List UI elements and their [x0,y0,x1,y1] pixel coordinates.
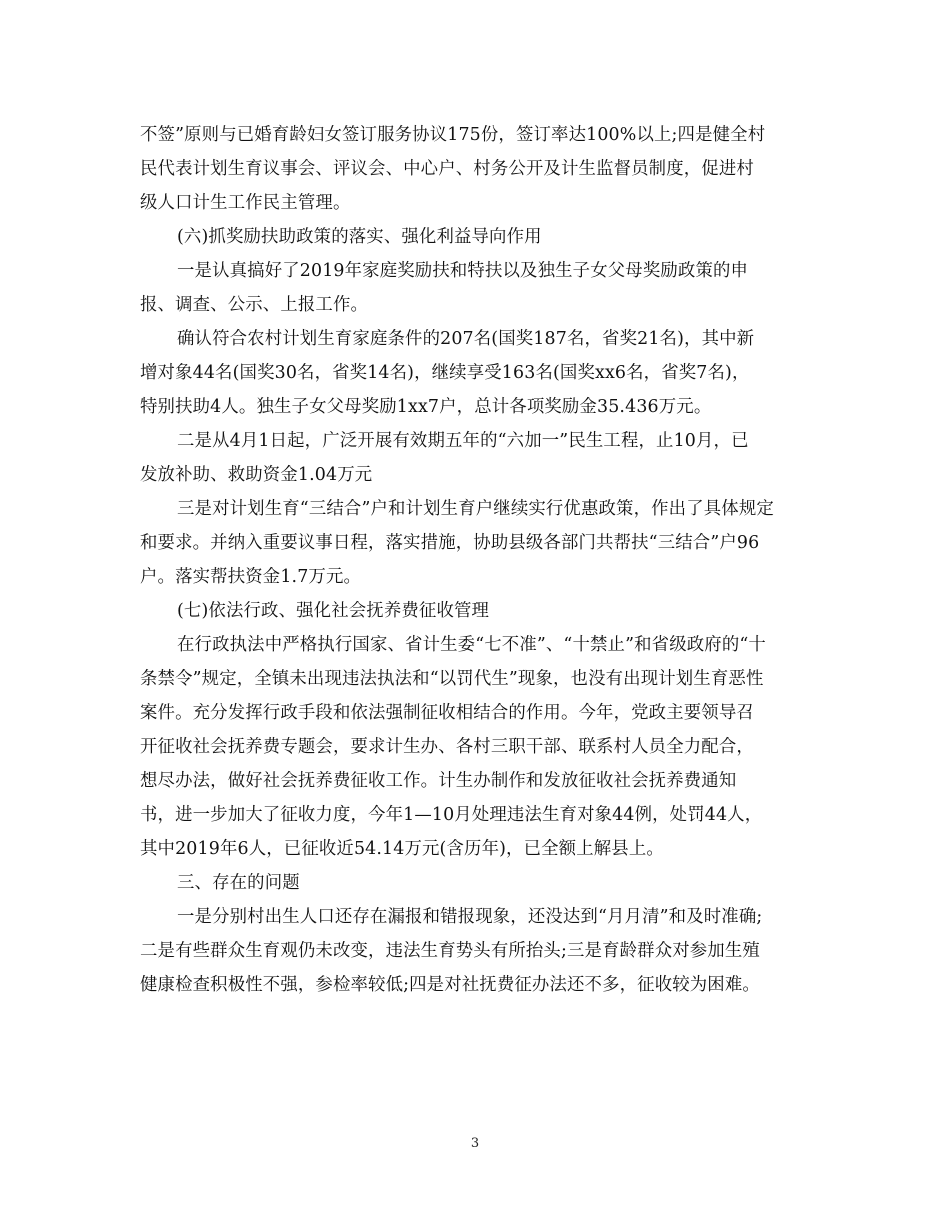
body-text [140,118,820,1002]
text-line: 开征收社会抚养费专题会，要求计生办、各村三职干部、联系村人员全力配合， [140,737,754,757]
section-heading: (七)依法行政、强化社会抚养费征收管理 [177,601,490,621]
section-heading: (六)抓奖励扶助政策的落实、强化利益导向作用 [177,227,542,247]
text-line: 报、调查、公示、上报工作。 [140,295,369,315]
text-line: 一是分别村出生人口还存在漏报和错报现象，还没达到“月月清”和及时准确; [177,907,763,927]
text-line: 户。落实帮扶资金1.7万元。 [140,567,362,587]
text-line: 二是从4月1日起，广泛开展有效期五年的“六加一”民生工程，止10月，已 [177,431,749,451]
text-line: 想尽办法，做好社会抚养费征收工作。计生办制作和发放征收社会抚养费通知 [140,771,737,791]
page-number: 3 [470,1136,480,1151]
text-line: 在行政执法中严格执行国家、省计生委“七不准”、“十禁止”和省级政府的“十 [177,635,766,655]
text-line: 书，进一步加大了征收力度，今年1—10月处理违法生育对象44例，处罚44人， [140,805,763,825]
text-line: 条禁令”规定，全镇未出现违法执法和“以罚代生”现象，也没有出现计划生育恶性 [140,669,764,689]
section-heading: 三、存在的问题 [177,873,300,893]
text-line: 增对象44名(国奖30名，省奖14名)，继续享受163名(国奖xx6名，省奖7名)， [140,363,750,383]
text-line: 确认符合农村计划生育家庭条件的207名(国奖187名，省奖21名)，其中新 [177,329,755,349]
text-line: 和要求。并纳入重要议事日程，落实措施，协助县级各部门共帮扶“三结合”户96 [140,533,760,553]
text-line: 健康检查积极性不强，参检率较低;四是对社抚费征办法还不多，征收较为困难。 [140,975,760,995]
text-line: 案件。充分发挥行政手段和依法强制征收相结合的作用。今年，党政主要领导召 [140,703,754,723]
text-line: 特别扶助4人。独生子女父母奖励1xx7户，总计各项奖励金35.436万元。 [140,397,712,417]
text-line: 二是有些群众生育观仍未改变，违法生育势头有所抬头;三是育龄群众对参加生殖 [140,941,760,961]
text-line: 三是对计划生育“三结合”户和计划生育户继续实行优惠政策，作出了具体规定 [177,499,774,519]
text-line: 民代表计划生育议事会、评议会、中心户、村务公开及计生监督员制度，促进村 [140,159,754,179]
text-line: 不签”原则与已婚育龄妇女签订服务协议175份，签订率达100%以上;四是健全村 [140,125,766,145]
text-line: 一是认真搞好了2019年家庭奖励扶和特扶以及独生子女父母奖励政策的申 [177,261,749,281]
text-line: 级人口计生工作民主管理。 [140,193,351,213]
text-line: 其中2019年6人，已征收近54.14万元(含历年)，已全额上解县上。 [140,839,664,859]
text-line: 发放补助、救助资金1.04万元 [140,465,373,485]
